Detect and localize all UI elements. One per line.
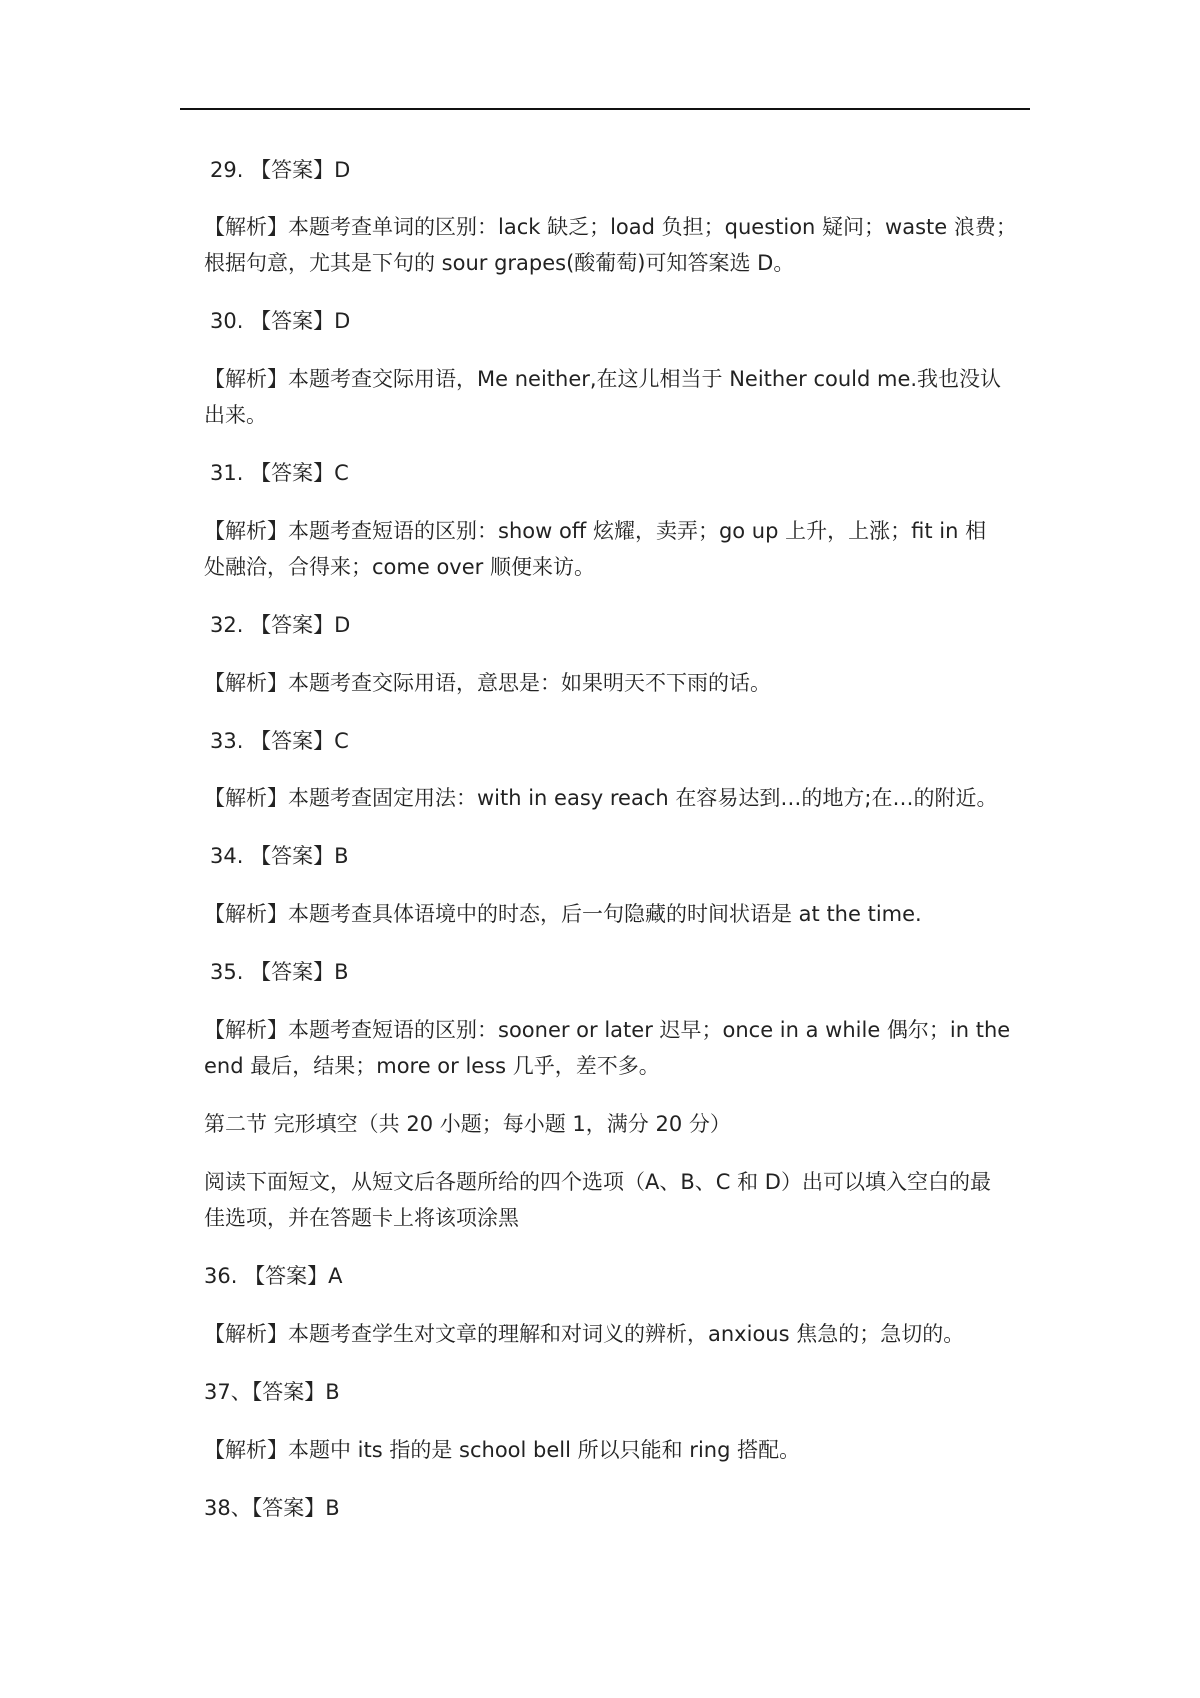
- explanation-32-line-1: 【解析】本题考查交际用语，意思是：如果明天不下雨的话。: [204, 671, 771, 695]
- answer-34: 34. 【答案】B: [210, 844, 349, 868]
- answer-33: 33. 【答案】C: [210, 729, 349, 753]
- answer-37: 37、【答案】B: [204, 1380, 340, 1404]
- answer-38: 38、【答案】B: [204, 1496, 340, 1520]
- explanation-29-line-1: 【解析】本题考查单词的区别：lack 缺乏；load 负担；question 疑问；waste 浪费；: [204, 215, 1017, 239]
- explanation-29-line-2: 根据句意，尤其是下句的 sour grapes(酸葡萄)可知答案选 D。: [204, 251, 795, 275]
- explanation-36-line-1: 【解析】本题考查学生对文章的理解和对词义的辨析，anxious 焦急的；急切的。: [204, 1322, 965, 1346]
- explanation-35-line-2: end 最后，结果；more or less 几乎，差不多。: [204, 1054, 660, 1078]
- answer-35: 35. 【答案】B: [210, 960, 349, 984]
- explanation-34-line-1: 【解析】本题考查具体语境中的时态，后一句隐藏的时间状语是 at the time.: [204, 902, 922, 926]
- explanation-33-line-1: 【解析】本题考查固定用法：with in easy reach 在容易达到…的地方;在…的附近。: [204, 786, 998, 810]
- explanation-30-line-2: 出来。: [204, 403, 267, 427]
- explanation-31-line-1: 【解析】本题考查短语的区别：show off 炫耀，卖弄；go up 上升，上涨；fit in 相: [204, 519, 987, 543]
- answer-32: 32. 【答案】D: [210, 613, 351, 637]
- explanation-31-line-2: 处融洽，合得来；come over 顺便来访。: [204, 555, 595, 579]
- top-rule: [180, 108, 1030, 110]
- instruction-line-2: 佳选项，并在答题卡上将该项涂黑: [204, 1206, 519, 1230]
- explanation-37-line-1: 【解析】本题中 its 指的是 school bell 所以只能和 ring 搭配。: [204, 1438, 801, 1462]
- answer-36: 36. 【答案】A: [204, 1264, 343, 1288]
- instruction-line-1: 阅读下面短文，从短文后各题所给的四个选项（A、B、C 和 D）出可以填入空白的最: [204, 1170, 991, 1194]
- section-title: 第二节 完形填空（共 20 小题；每小题 1，满分 20 分）: [204, 1112, 731, 1136]
- answer-30: 30. 【答案】D: [210, 309, 351, 333]
- explanation-30-line-1: 【解析】本题考查交际用语，Me neither,在这儿相当于 Neither could me.我也没认: [204, 367, 1002, 391]
- answer-31: 31. 【答案】C: [210, 461, 349, 485]
- answer-29: 29. 【答案】D: [210, 158, 351, 182]
- explanation-35-line-1: 【解析】本题考查短语的区别：sooner or later 迟早；once in a while 偶尔；in the: [204, 1018, 1011, 1042]
